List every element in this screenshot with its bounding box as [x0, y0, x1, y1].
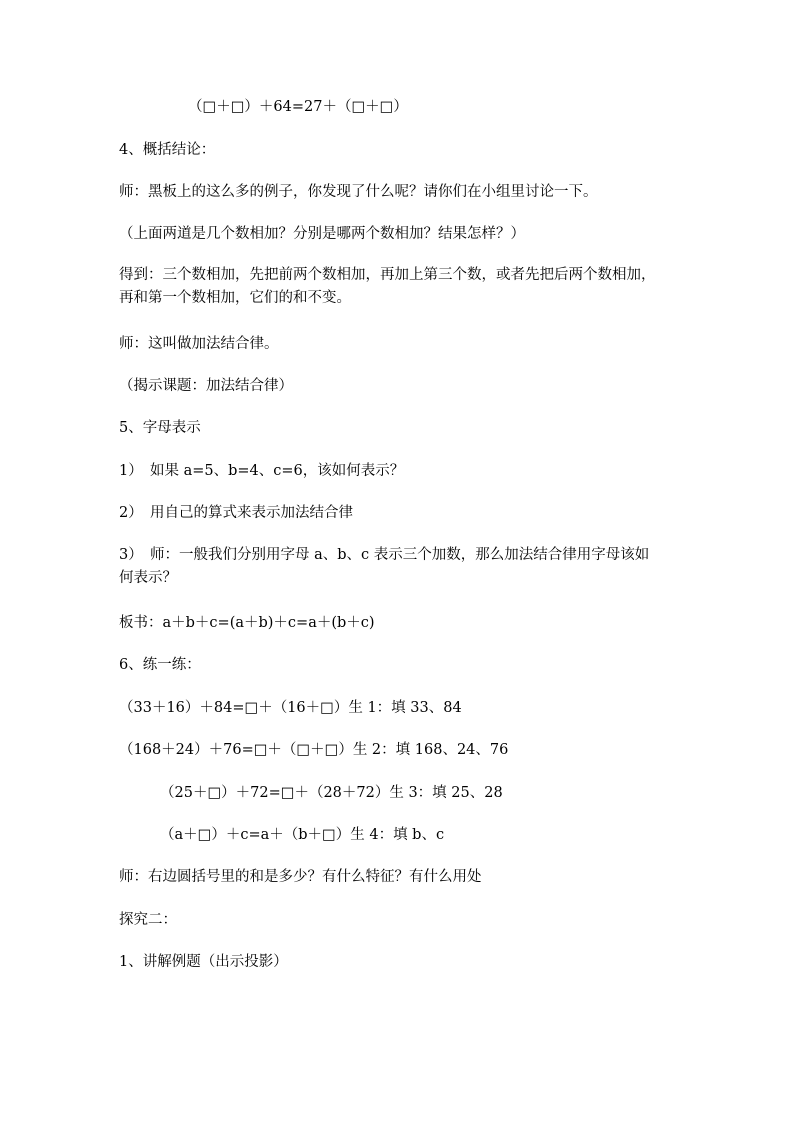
list-item: 1） 如果 a=5、b=4、c=6，该如何表示？ [119, 463, 405, 479]
paragraph: 师：这叫做加法结合律。 [119, 336, 279, 352]
section-heading: 5、字母表示 [119, 420, 201, 436]
exercise-line: （25＋□）＋72=□＋（28＋72）生 3：填 25、28 [160, 785, 503, 801]
paragraph: （上面两道是几个数相加？分别是哪两个数相加？结果怎样？） [119, 226, 525, 242]
exercise-line: （168＋24）＋76=□＋（□＋□）生 2：填 168、24、76 [119, 742, 509, 758]
exercise-line: （33＋16）＋84=□＋（16＋□）生 1：填 33、84 [119, 700, 462, 716]
section-heading: 6、练一练： [119, 657, 201, 673]
section-heading: 探究二： [119, 912, 177, 928]
list-item: 3） 师：一般我们分别用字母 a、b、c 表示三个加数，那么加法结合律用字母该如何表示？ [119, 547, 650, 586]
list-item: 2） 用自己的算式来表示加法结合律 [119, 505, 353, 521]
paragraph: （揭示课题：加法结合律） [119, 378, 293, 394]
paragraph: 师：黑板上的这么多的例子，你发现了什么呢？请你们在小组里讨论一下。 [119, 184, 598, 200]
section-heading: 4、概括结论： [119, 142, 216, 158]
paragraph: 得到：三个数相加，先把前两个数相加，再加上第三个数，或者先把后两个数相加，再和第一个数相加，它们的和不变。 [119, 267, 656, 306]
paragraph: 板书：a＋b＋c=(a＋b)＋c=a＋(b＋c) [119, 615, 375, 631]
paragraph: 师：右边圆括号里的和是多少？有什么特征？有什么用处 [119, 869, 482, 885]
exercise-line: （a＋□）＋c=a＋（b＋□）生 4：填 b、c [160, 827, 445, 843]
equation-line: （□＋□）＋64=27＋（□＋□） [188, 99, 408, 115]
section-heading: 1、讲解例题（出示投影） [119, 954, 288, 970]
